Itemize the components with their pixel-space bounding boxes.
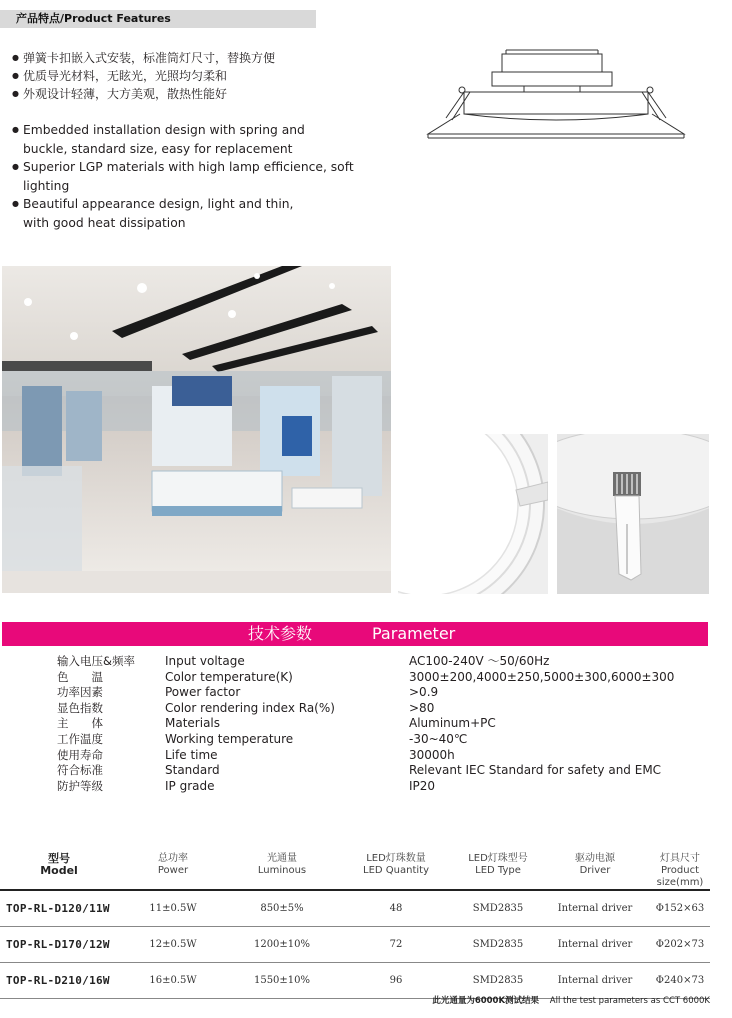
parameter-row: [0, 779, 732, 795]
parameter-row: [0, 748, 732, 764]
parameter-value: IP20: [409, 778, 436, 793]
parameter-value: Aluminum+PC: [409, 716, 496, 731]
power-cell: 11±0.5W: [118, 890, 228, 926]
luminous-cell: 1200±10%: [228, 926, 336, 962]
feature-item-en: ● Embedded installation design with spring and buckle, standard size, easy for replacement: [12, 121, 352, 158]
parameter-label-en: Working temperature: [165, 731, 294, 746]
parameter-label-cn: 输入电压&频率: [57, 654, 135, 668]
power-cell: 12±0.5W: [118, 926, 228, 962]
luminous-cell: 850±5%: [228, 890, 336, 926]
parameter-row: [0, 763, 732, 779]
driver-cell: Internal driver: [540, 890, 650, 926]
parameter-value: AC100-240V ～50/60Hz: [409, 654, 550, 668]
column-header: 光通量 Luminous: [228, 851, 336, 890]
column-header: LED灯珠型号 LED Type: [456, 851, 540, 890]
spec-table: [0, 851, 710, 999]
parameter-label-en: IP grade: [165, 778, 215, 793]
column-header: 驱动电源 Driver: [540, 851, 650, 890]
parameter-row: [0, 701, 732, 717]
table-row: [0, 926, 710, 962]
parameter-label-cn: 符合标准: [57, 763, 103, 778]
feature-item-cn: ● 弹簧卡扣嵌入式安装，标准筒灯尺寸，替换方便: [12, 49, 412, 67]
parameter-row: [0, 670, 732, 686]
mall-installation-photo: [2, 266, 391, 593]
column-header: LED灯珠数量 LED Quantity: [336, 851, 456, 890]
product-spring-clip-photo: [557, 434, 709, 594]
size-cell: Φ152×63: [650, 890, 710, 926]
size-cell: Φ240×73: [650, 962, 710, 998]
parameter-label-cn: 使用寿命: [57, 747, 103, 762]
feature-item-en: ● Beautiful appearance design, light and thin, with good heat dissipation: [12, 195, 322, 232]
parameter-list: [0, 654, 732, 794]
parameter-value: >0.9: [409, 685, 439, 700]
parameter-value: -30~40℃: [409, 731, 468, 746]
led-quantity-cell: 72: [336, 926, 456, 962]
product-front-photo: [398, 434, 548, 594]
driver-cell: Internal driver: [540, 926, 650, 962]
parameter-label-cn: 显色指数: [57, 700, 103, 715]
parameter-label-en: Input voltage: [165, 654, 245, 668]
feature-item-cn: ● 外观设计轻薄，大方美观，散热性能好: [12, 85, 412, 103]
luminous-cell: 1550±10%: [228, 962, 336, 998]
parameter-row: [0, 716, 732, 732]
led-quantity-cell: 48: [336, 890, 456, 926]
parameter-label-en: Materials: [165, 716, 221, 731]
product-line-drawing: [424, 48, 688, 144]
table-row: [0, 962, 710, 998]
parameter-row: [0, 732, 732, 748]
model-cell: TOP-RL-D170/12W: [0, 926, 118, 962]
model-cell: TOP-RL-D210/16W: [0, 962, 118, 998]
parameter-value: 30000h: [409, 747, 455, 762]
driver-cell: Internal driver: [540, 962, 650, 998]
column-header: 灯具尺寸 Product size(mm): [650, 851, 710, 890]
feature-list-en: [12, 121, 402, 232]
parameter-title-cn: 技术参数: [248, 624, 313, 643]
parameter-label-cn: 防护等级: [57, 778, 103, 793]
parameter-label-en: Color temperature(K): [165, 669, 293, 684]
parameter-value: Relevant IEC Standard for safety and EMC: [409, 763, 662, 778]
parameter-label-cn: 功率因素: [57, 685, 103, 700]
led-quantity-cell: 96: [336, 962, 456, 998]
footnote-en: All the test parameters as CCT 6000K: [549, 996, 710, 1006]
led-type-cell: SMD2835: [456, 926, 540, 962]
features-header: 产品特点/Product Features: [0, 10, 316, 28]
parameter-row: [0, 654, 732, 670]
footnote: [432, 994, 710, 1006]
led-type-cell: SMD2835: [456, 890, 540, 926]
parameter-banner: [2, 622, 708, 646]
power-cell: 16±0.5W: [118, 962, 228, 998]
table-row: [0, 890, 710, 926]
table-header-row: [0, 851, 710, 890]
column-header: 型号 Model: [0, 851, 118, 890]
feature-list-cn: [12, 49, 412, 103]
feature-item-cn: ● 优质导光材料，无眩光，光照均匀柔和: [12, 67, 412, 85]
parameter-label-en: Color rendering index Ra(%): [165, 700, 335, 715]
parameter-label-en: Standard: [165, 763, 220, 778]
parameter-label-en: Power factor: [165, 685, 241, 700]
parameter-label-cn: 色 温: [57, 669, 103, 684]
feature-item-en: ● Superior LGP materials with high lamp efficience, soft lighting: [12, 158, 402, 195]
model-cell: TOP-RL-D120/11W: [0, 890, 118, 926]
footnote-cn: 此光通量为6000K测试结果: [432, 996, 540, 1006]
column-header: 总功率 Power: [118, 851, 228, 890]
parameter-label-en: Life time: [165, 747, 218, 762]
parameter-value: >80: [409, 700, 435, 715]
parameter-row: [0, 685, 732, 701]
parameter-label-cn: 主 体: [57, 716, 103, 731]
size-cell: Φ202×73: [650, 926, 710, 962]
parameter-value: 3000±200,4000±250,5000±300,6000±300: [409, 669, 675, 684]
parameter-title-en: Parameter: [372, 624, 456, 643]
parameter-label-cn: 工作温度: [57, 731, 103, 746]
led-type-cell: SMD2835: [456, 962, 540, 998]
